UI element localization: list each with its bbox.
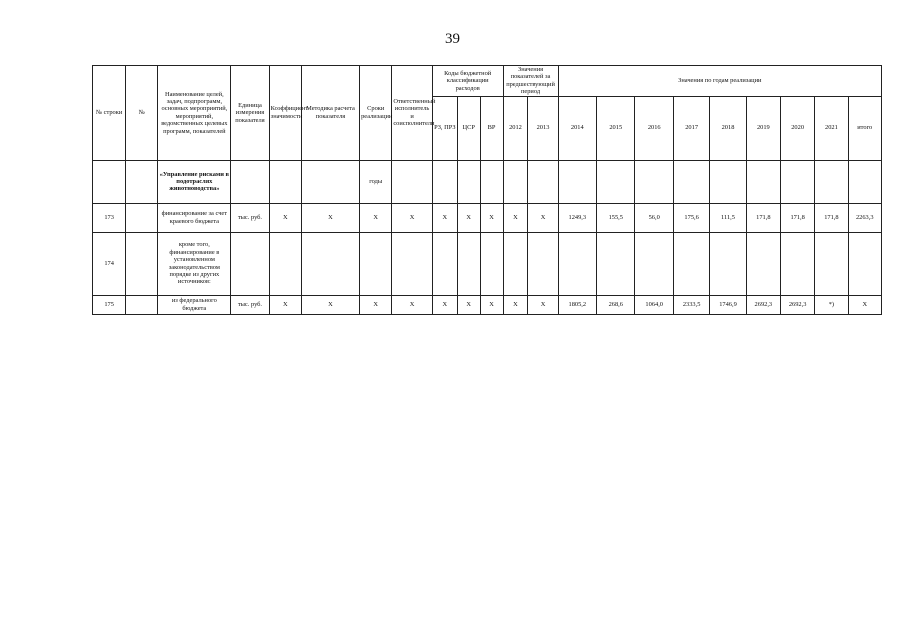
header-vr: ВР — [480, 96, 503, 160]
cell-2019: 2692,3 — [746, 295, 780, 314]
cell-vr: X — [480, 203, 503, 232]
cell-terms: X — [360, 203, 392, 232]
cell-2021: 171,8 — [815, 203, 848, 232]
page-number: 39 — [445, 31, 460, 47]
header-2012: 2012 — [503, 96, 528, 160]
cell-2012: X — [503, 203, 528, 232]
cell-2015: 155,5 — [597, 203, 635, 232]
header-coef: Коэффициент значимости — [269, 66, 301, 161]
header-prev-values: Значения показателей за предшествующий период — [503, 66, 558, 97]
header-budget-codes: Коды бюджетной классификации расходов — [432, 66, 503, 97]
cell-rzpr: X — [432, 295, 457, 314]
header-2014: 2014 — [558, 96, 596, 160]
cell-2020: 2692,3 — [780, 295, 814, 314]
row-name: финансирование за счет краевого бюджета — [158, 203, 231, 232]
cell-2015: 268,6 — [597, 295, 635, 314]
cell-2012: X — [503, 295, 528, 314]
cell-2016: 1064,0 — [635, 295, 673, 314]
cell-csr: X — [457, 203, 480, 232]
cell-method: X — [301, 295, 359, 314]
header-2015: 2015 — [597, 96, 635, 160]
cell-2018: 1746,9 — [710, 295, 746, 314]
header-method: Методика расчета показателя — [301, 66, 359, 161]
row-unit: тыс. руб. — [231, 203, 269, 232]
header-terms: Сроки реализации — [360, 66, 392, 161]
row-unit: тыс. руб. — [231, 295, 269, 314]
row-name: кроме того, финансирование в установленном законодательством порядке из других источников: — [158, 232, 231, 295]
cell-2017: 175,6 — [673, 203, 709, 232]
cell-2019: 171,8 — [746, 203, 780, 232]
header-2019: 2019 — [746, 96, 780, 160]
cell-method: X — [301, 203, 359, 232]
cell-2013: X — [528, 203, 558, 232]
header-2021: 2021 — [815, 96, 848, 160]
header-name: Наименование целей, задач, подпрограмм, основных мероприятий, мероприятий, ведомственных целевых программ, показателей — [158, 66, 231, 161]
row-name: из федерального бюджета — [158, 295, 231, 314]
row-number: 173 — [93, 203, 126, 232]
header-2017: 2017 — [673, 96, 709, 160]
cell-2016: 56,0 — [635, 203, 673, 232]
section-title: «Управление рисками в подотраслях животноводства» — [158, 160, 231, 203]
table-row — [93, 203, 882, 232]
cell-2021: *) — [815, 295, 848, 314]
cell-responsible: X — [392, 203, 433, 232]
cell-rzpr: X — [432, 203, 457, 232]
cell-terms: X — [360, 295, 392, 314]
header-responsible: Ответственный исполнитель и соисполнители — [392, 66, 433, 161]
section-terms: годы — [360, 160, 392, 203]
cell-2018: 111,5 — [710, 203, 746, 232]
indicators-table — [92, 65, 882, 315]
cell-coef: X — [269, 203, 301, 232]
cell-2014: 1249,3 — [558, 203, 596, 232]
cell-total: 2263,3 — [848, 203, 881, 232]
header-2016: 2016 — [635, 96, 673, 160]
cell-2017: 2333,5 — [673, 295, 709, 314]
header-rzpr: РЗ, ПРЗ — [432, 96, 457, 160]
header-total: итого — [848, 96, 881, 160]
cell-vr: X — [480, 295, 503, 314]
header-by-years: Значения по годам реализации — [558, 66, 881, 97]
cell-2013: X — [528, 295, 558, 314]
row-number: 174 — [93, 232, 126, 295]
header-unit: Единица измерения показателя — [231, 66, 269, 161]
header-row-no: № строки — [93, 66, 126, 161]
cell-2014: 1805,2 — [558, 295, 596, 314]
header-num: № — [126, 66, 158, 161]
header-2013: 2013 — [528, 96, 558, 160]
cell-responsible: X — [392, 295, 433, 314]
table-row — [93, 232, 882, 295]
cell-total: X — [848, 295, 881, 314]
cell-2020: 171,8 — [780, 203, 814, 232]
header-2020: 2020 — [780, 96, 814, 160]
header-2018: 2018 — [710, 96, 746, 160]
header-row-1 — [93, 66, 882, 97]
row-number: 175 — [93, 295, 126, 314]
header-csr: ЦСР — [457, 96, 480, 160]
cell-csr: X — [457, 295, 480, 314]
table-row — [93, 160, 882, 203]
table-row — [93, 295, 882, 314]
cell-coef: X — [269, 295, 301, 314]
